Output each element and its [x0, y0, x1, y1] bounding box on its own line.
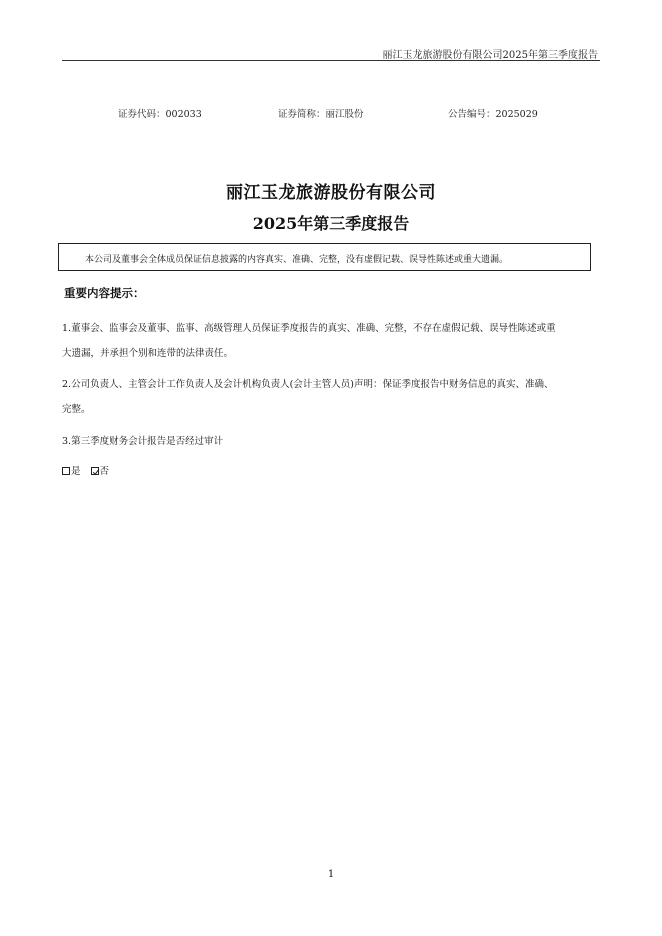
unchecked-box-icon — [62, 467, 70, 475]
running-header: 丽江玉龙旅游股份有限公司2025年第三季度报告 — [382, 50, 598, 61]
company-title: 丽江玉龙旅游股份有限公司 — [226, 183, 436, 203]
item3-question: 3.第三季度财务会计报告是否经过审计 — [62, 436, 224, 447]
item2-line2: 完整。 — [62, 404, 91, 415]
stock-abbreviation: 证券简称：丽江股份 — [278, 109, 364, 120]
announcement-number: 公告编号：2025029 — [448, 109, 538, 120]
disclosure-notice-text: 本公司及董事会全体成员保证信息披露的内容真实、准确、完整，没有虚假记载、误导性陈述或重大遗漏。 — [85, 255, 509, 265]
stock-code: 证券代码：002033 — [118, 109, 202, 120]
option-no-label: 否 — [99, 466, 110, 477]
item1-line2: 大遗漏，并承担个别和连带的法律责任。 — [62, 348, 234, 359]
report-title: 2025年第三季度报告 — [252, 214, 410, 233]
header-divider — [62, 60, 600, 61]
checked-box-icon — [91, 467, 99, 475]
disclosure-notice-box — [58, 243, 591, 271]
audit-options — [62, 463, 109, 477]
item1-line1: 1.董事会、监事会及董事、监事、高级管理人员保证季度报告的真实、准确、完整，不存在虚假记载、误导性陈述或重 — [62, 323, 556, 334]
item2-line1: 2.公司负责人、主管会计工作负责人及会计机构负责人(会计主管人员)声明：保证季度报告中财务信息的真实、准确、 — [62, 379, 554, 390]
option-yes-label: 是 — [71, 466, 81, 477]
important-heading: 重要内容提示： — [64, 286, 145, 300]
page-number: 1 — [327, 869, 335, 880]
